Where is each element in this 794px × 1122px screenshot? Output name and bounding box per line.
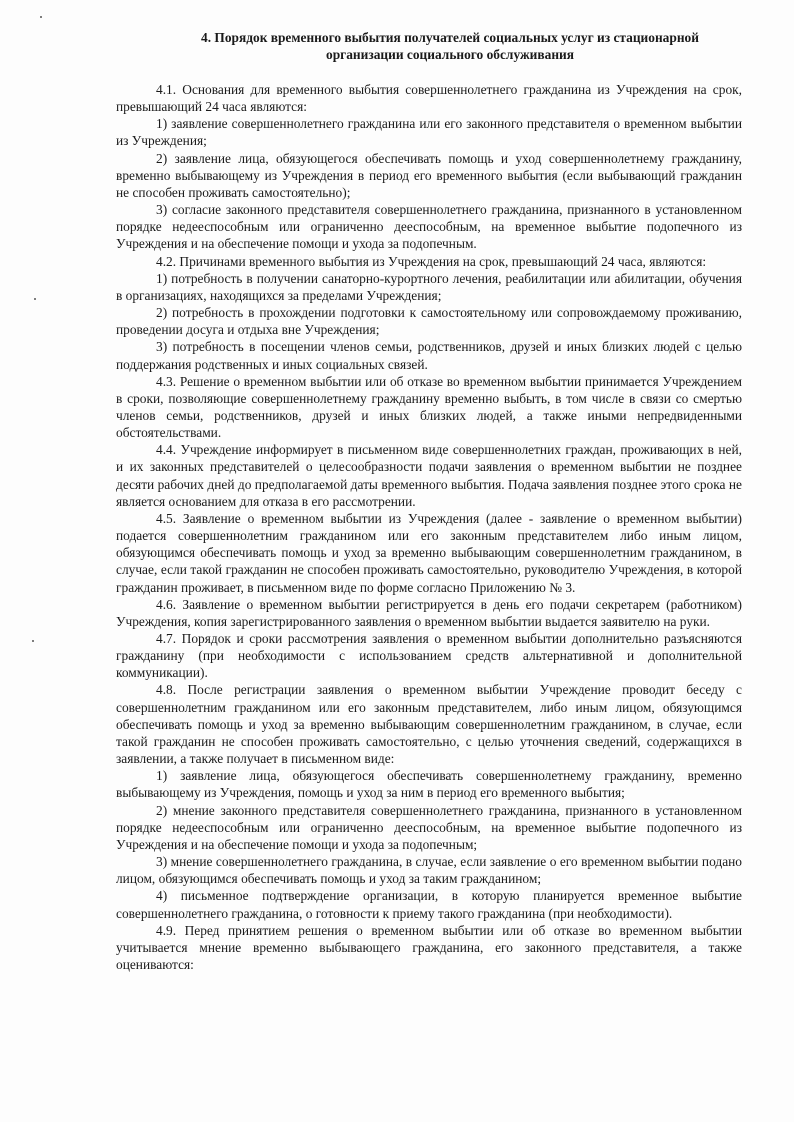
paragraph-4-8-item-1: 1) заявление лица, обязующегося обеспечивать совершеннолетнему гражданину, временно выбывающему из Учреждения, помощь и уход за ним в период его временного выбытия; xyxy=(116,768,742,801)
scan-speck xyxy=(32,640,34,642)
paragraph-4-6: 4.6. Заявление о временном выбытии регистрируется в день его подачи секретарем (работником) Учреждения, копия зарегистрированного заявления о временном выбытии выдается заявителю на руки. xyxy=(116,596,742,629)
paragraph-4-1-item-2: 2) заявление лица, обязующегося обеспечивать помощь и уход совершеннолетнему гражданину, временно выбывающему из Учреждения в период его временного выбытия (если выбывающий гражданин не способен проживать самостоятельно); xyxy=(116,150,742,200)
paragraph-4-8-item-3: 3) мнение совершеннолетнего гражданина, в случае, если заявление о его временном выбытии подано лицом, обязующимся обеспечивать помощь и уход за таким гражданином; xyxy=(116,854,742,887)
paragraph-4-5: 4.5. Заявление о временном выбытии из Учреждения (далее - заявление о временном выбытии) подается совершеннолетним гражданином или его законным представителем либо иным лицом, обязующимся обеспечивать помощь и уход за временно выбывающим совершеннолетним гражданином, в случае, если такой гражданин не способен проживать самостоятельно, руководителю Учреждения, в которой гражданин проживает, в письменном виде по форме согласно Приложению № 3. xyxy=(116,510,742,595)
paragraph-4-3: 4.3. Решение о временном выбытии или об отказе во временном выбытии принимается Учреждением в сроки, позволяющие совершеннолетнему гражданину временно выбыть, в том числе в связи со смертью членов семьи, родственников, друзей и иных близких людей, а также иными непредвиденными обстоятельствами. xyxy=(116,373,742,441)
paragraph-4-1: 4.1. Основания для временного выбытия совершеннолетнего гражданина из Учреждения на срок, превышающий 24 часа являются: xyxy=(116,82,742,115)
paragraph-4-1-item-1: 1) заявление совершеннолетнего гражданина или его законного представителя о временном выбытии из Учреждения; xyxy=(116,116,742,149)
paragraph-4-2-item-2: 2) потребность в прохождении подготовки к самостоятельному или сопровождаемому проживанию, проведении досуга и отдыха вне Учреждения; xyxy=(116,305,742,338)
paragraph-4-4: 4.4. Учреждение информирует в письменном виде совершеннолетних граждан, проживающих в ней, и их законных представителей о целесообразности подачи заявления о временном выбытии не позднее десяти рабочих дней до предполагаемой даты временного выбытия. Подача заявления позднее этого срока не является основанием для отказа в его рассмотрении. xyxy=(116,442,742,509)
paragraph-4-8: 4.8. После регистрации заявления о временном выбытии Учреждение проводит беседу с совершеннолетним гражданином или его законным представителем, либо иным лицом, обязующимся обеспечивать помощь и уход за временно выбывающим совершеннолетним гражданином, в случае, если такой гражданин не способен проживать самостоятельно, с целью уточнения сведений, содержащихся в заявлении, а также получает в письменном виде: xyxy=(116,682,742,767)
paragraph-4-8-item-4: 4) письменное подтверждение организации, в которую планируется временное выбытие совершеннолетнего гражданина, о готовности к приему такого гражданина (при необходимости). xyxy=(116,888,742,921)
section-title xyxy=(150,29,750,63)
section-title-line-2: организации социального обслуживания xyxy=(326,47,574,62)
paragraph-4-2-item-3: 3) потребность в посещении членов семьи, родственников, друзей и иных близких людей с целью поддержания родственных и иных социальных связей. xyxy=(116,339,742,372)
paragraph-4-7: 4.7. Порядок и сроки рассмотрения заявления о временном выбытии дополнительно разъясняются гражданину (при необходимости с использованием средств альтернативной и дополнительной коммуникации). xyxy=(116,631,742,681)
document-body xyxy=(116,81,742,973)
paragraph-4-8-item-2: 2) мнение законного представителя совершеннолетнего гражданина, признанного в установленном порядке недееспособным или ограниченно дееспособным, на временное выбытие подопечного из Учреждения и на обеспечение помощи и ухода за подопечным; xyxy=(116,802,742,852)
paragraph-4-2: 4.2. Причинами временного выбытия из Учреждения на срок, превышающий 24 часа, являются: xyxy=(156,253,707,269)
paragraph-4-1-item-3: 3) согласие законного представителя совершеннолетнего гражданина, признанного в установленном порядке недееспособным или ограниченно дееспособным, на временное выбытие подопечного из Учреждения и на обеспечение помощи и ухода за подопечным. xyxy=(116,202,742,252)
scan-speck xyxy=(40,16,42,18)
paragraph-4-9: 4.9. Перед принятием решения о временном выбытии или об отказе во временном выбытии учитывается мнение временно выбывающего гражданина, его законного представителя, а также оцениваются: xyxy=(116,922,742,972)
scan-speck xyxy=(34,298,36,300)
section-title-line-1: 4. Порядок временного выбытия получателей социальных услуг из стационарной xyxy=(201,30,699,45)
paragraph-4-2-item-1: 1) потребность в получении санаторно-курортного лечения, реабилитации или абилитации, обучения в организациях, находящихся за пределами Учреждения; xyxy=(116,270,742,303)
